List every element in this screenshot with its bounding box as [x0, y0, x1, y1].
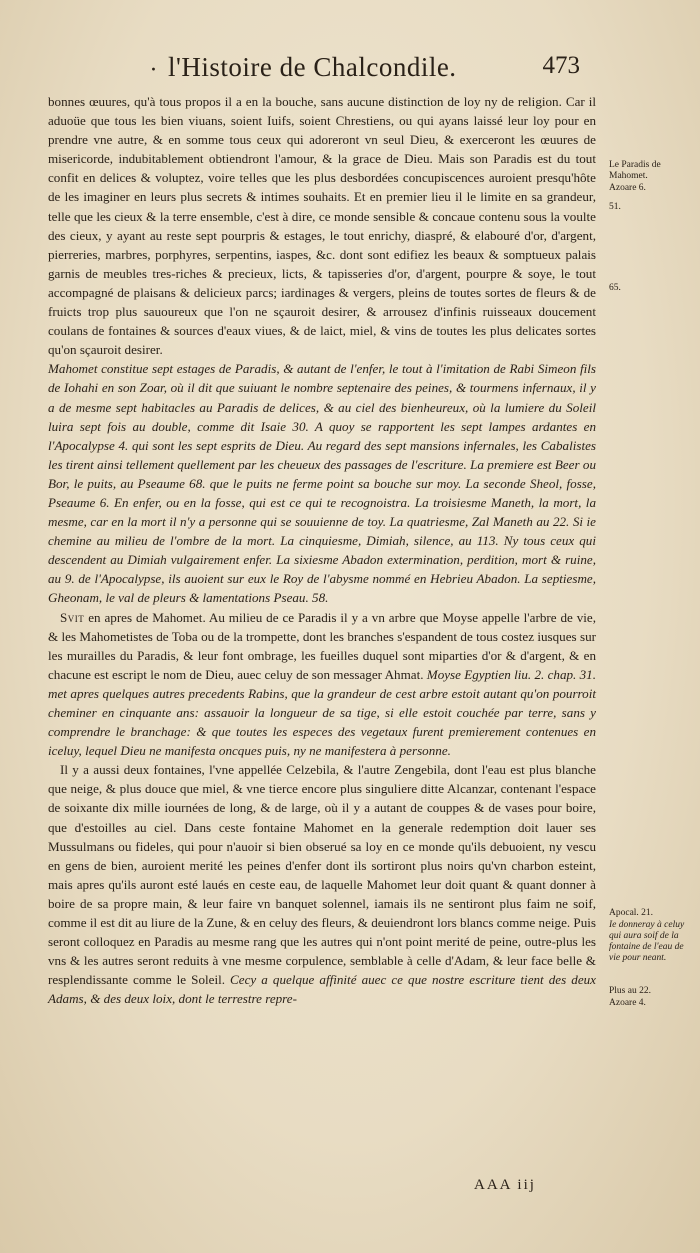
margin-note: Apocal. 21. — [609, 908, 654, 918]
signature-mark: AAA iij — [474, 1177, 536, 1193]
margin-note: Azoare 4. — [609, 998, 646, 1008]
paragraph-tree-of-life — [48, 608, 596, 761]
paragraph-seven-stages: Mahomet constitue sept estages de Paradis, & autant de l'enfer, le tout à l'imitation de Rabi Simeon fils de Iohahi en son Zoar, où il dit que suiuant le nombre septenaire des peines, & tourmens infernaux, il y a de mesme sept habitacles au Paradis de delices, & au ciel des bienheureux, où la lumiere du Soleil luira sept fois au double, comme dit Isaie 30. A quoy se rapportent les sept lampes ardantes en l'Apocalypse 4. qui sont les sept esprits de Dieu. Au regard des sept mansions infernales, les Cabalistes les tirent ainsi tellement quellement par les cheueux des passages de l'escriture. La premiere est Beer ou Bor, le puits, au Pseaume 68. que le puits ne ferme point sa bouche sur moy. La seconde Sheol, fosse, Pseaume 6. En enfer, ou en la fosse, qui est ce qui te recognoistra. La troisiesme Maneth, la mort, la mesme, car en la mort il n'y a personne qui se souuienne de toy. La quatriesme, Zal Maneth au 22. Si ie chemine au milieu de l'ombre de la mort. La cinquiesme, Dimiah, silence, au 113. Ny tous ceux qui descendent au Dimiah vulgairement enfer. La sixiesme Abadon extermination, perdition, mort & ruine, au 9. de l'Apocalypse, ils auoient sur eux le Roy de l'abysme nommé en Hebrieu Abadon. La septiesme, Gheonam, le val de pleurs & lamentations Pseau. 58. — [48, 361, 596, 606]
paragraph-fountains — [48, 760, 596, 1008]
page-number: 473 — [542, 52, 580, 79]
paragraph-tree-commentary: Moyse Egyptien liu. 2. chap. 31. met apres quelques autres precedents Rabins, que la grandeur de cest arbre estoit autant qu'on pourroit cheminer en cinquante ans: assauoir la longueur de sa tige, si elle estoit couchée par terre, sans y comprendre le branchage: & que toutes les especes des vegetaux furent premierement contenues en iceluy, lequel Dieu ne manifesta oncques puis, ny ne manifestera à personne. — [48, 666, 596, 759]
margin-note: Plus au 22. — [609, 986, 651, 996]
margin-note: 51. — [609, 202, 621, 212]
paragraph-fountains-text: Il y a aussi deux fontaines, l'vne appellée Celzebila, & l'autre Zengebila, dont l'eau est plus blanche que neige, & plus douce que miel, & vne tierce encore plus singuliere ditte Alcanzar, contenant l'espace de soixante dix mille iournées de long, & de large, où il y a autant de couppes & de vases pour boire, que d'estoilles au ciel. Dans ceste fontaine Mahomet en la generale redemption doit lauer ses Mussulmans ou fideles, qui pour n'auoir si bien obserué sa loy en ce monde qu'ils debuoient, ny vescu en gens de bien, auroient merité les peines d'enfer dont ils sortiront plus noirs qu'vn charbon esteint, mais apres qu'ils auront esté laués en ceste eau, de laquelle Mahomet leur doit quant & quant donner à boire de sa propre main, & leur faire vn banquet solennel, iamais ils ne sentiront plus faim ne soif, comme il est dit au liure de la Zune, & en celuy des fleurs, & deuiendront lors blancs comme neige. Puis seront colloquez en Paradis au mesme rang que les autres qui n'ont point merité de peine, outre-plus les vns & les autres seront reduits à vne mesme corpulence, semblable à celle d'Adam, & leur face belle & resplendissante comme le Soleil. — [48, 762, 596, 988]
body-text — [48, 92, 596, 1009]
header-dot: · — [150, 58, 157, 83]
paragraph-tree-text: en apres de Mahomet. Au milieu de ce Paradis il y a vn arbre que Moyse appelle l'arbre de vie, & les Mahometistes de Toba ou de la trompette, dont les branches s'espandent de tous costez iusques sur les murailles du Paradis, & leur font ombrage, les fueilles duquel sont miparties d'or & d'argent, & en chacune est escript le nom de Dieu, auec celuy de son messager Ahmat. — [48, 609, 596, 682]
paragraph-paradise: bonnes œuures, qu'à tous propos il a en la bouche, sans aucune distinction de loy ny de religion. Car il aduoüe que tous les bien viuans, soient Iuifs, soient Chrestiens, ou qui ayans laissé leur loy pour en prendre vne autre, & en somme tous ceux qui adoreront vn seul Dieu, & exerceront les œuures de misericorde, indubitablement obtiendront l'amour, & la grace de Dieu. Mais son Paradis est du tout confit en delices & voluptez, voire telles que les plus desbordées concupiscences auroient presqu'hôte de les imaginer en leurs plus secrets & intimes souhaits. Et en premier lieu il le limite en sa grandeur, telle que les cieux & la terre ensemble, c'est à dire, ce monde sensible & concaue contenu sous la voulte des cieux, y ayant au reste sept pourpris & estages, le tout enrichy, diaspré, & elabouré d'or, d'argent, pierreries, marbres, porphyres, serpentins, iaspes, &c. dont sont edifiez les beaux & somptueux palais garnis de meubles tres-riches & precieux, licts, & tapisseries d'or, d'argent, pourpre & soye, le tout accompagné de plaisans & delicieux parcs; iardinages & vergers, pleins de toutes sortes de fleurs & de fruicts trop plus sauoureux que l'on ne sçauroit desirer, & arrousez d'infinis ruisseaux doucement coulans de fontaines & sources d'eaux viues, & de laict, miel, & vins de toutes les plus delicates sortes qu'on sçauroit desirer. — [48, 94, 596, 358]
paragraph-fountains-commentary: Cecy a quelque affinité auec ce que nostre escriture tient des deux Adams, & des deux loix, dont le terrestre repre- — [48, 972, 596, 1007]
margin-note: 65. — [609, 283, 621, 293]
running-title: l'Histoire de Chalcondile. — [168, 52, 457, 82]
margin-note: Ie donneray à celuy qui aura soif de la fontaine de l'eau de vie pour neant. — [609, 920, 685, 963]
margin-note: Le Paradis de Mahomet. — [609, 160, 661, 181]
page-header — [150, 52, 580, 92]
paragraph-lead-word: Svit — [60, 609, 85, 625]
margin-note: Azoare 6. — [609, 183, 646, 193]
